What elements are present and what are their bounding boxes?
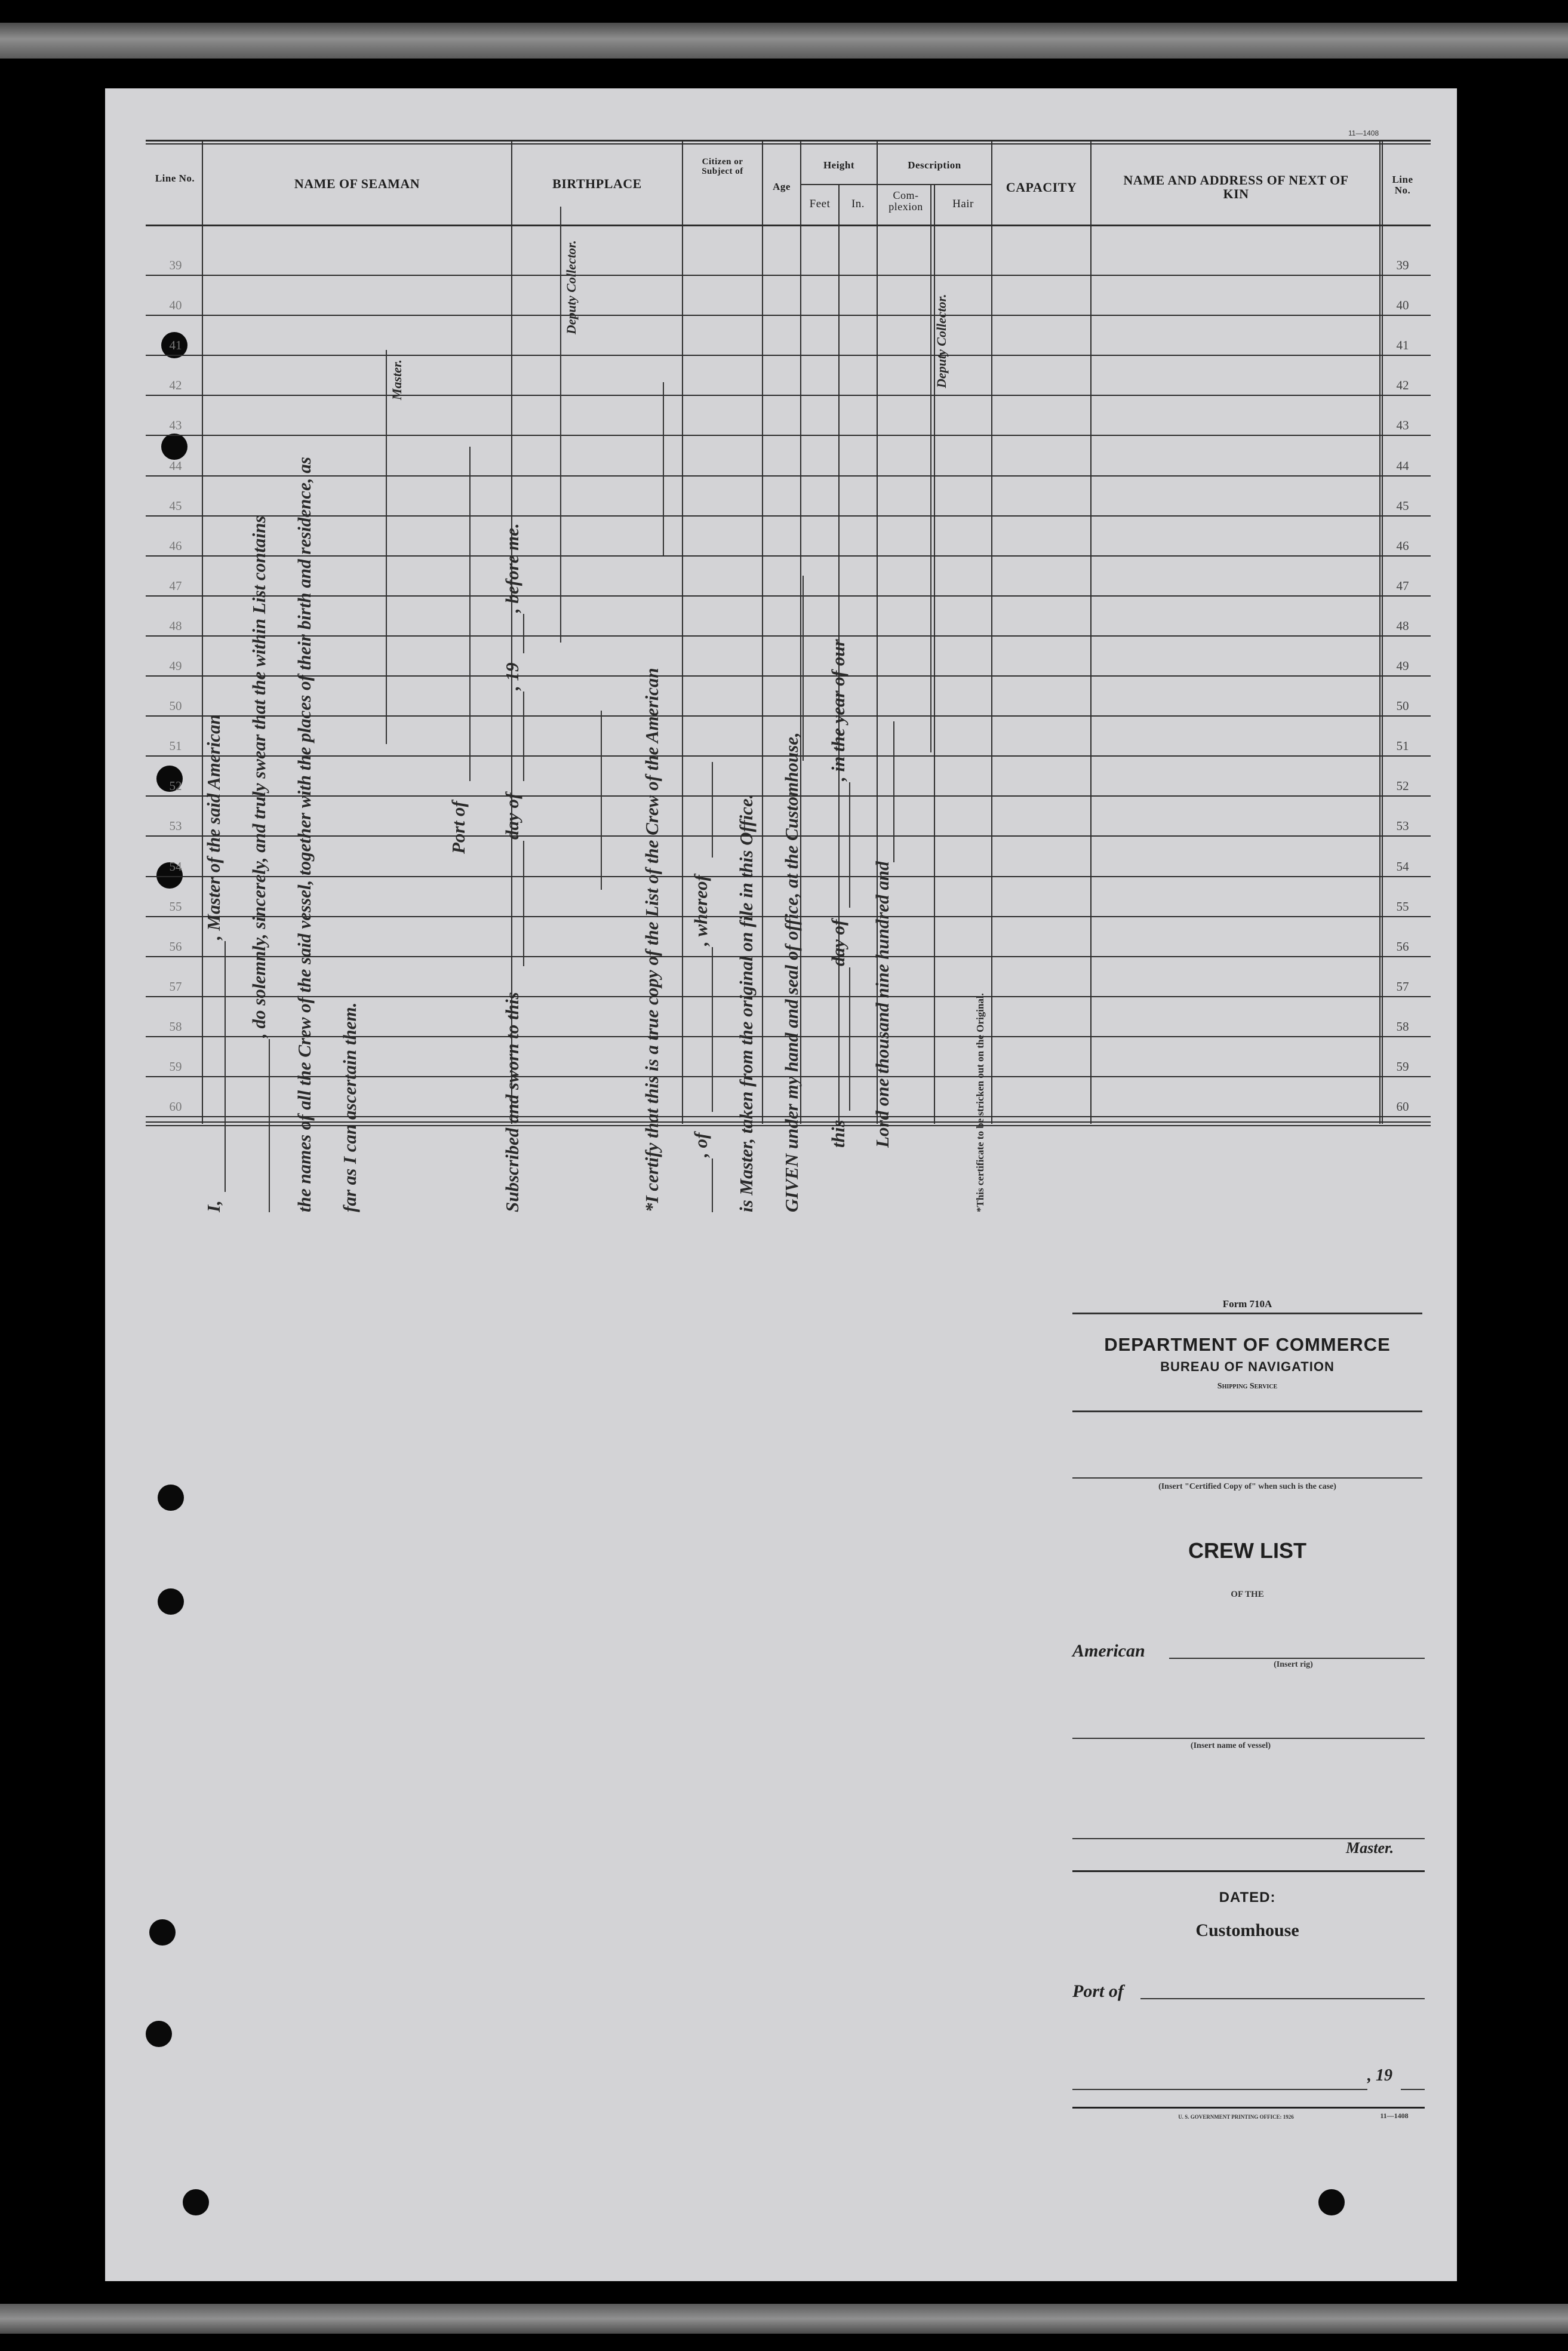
table-rule xyxy=(800,184,991,185)
line-number-left: 57 xyxy=(169,979,182,994)
line-number-left: 42 xyxy=(169,378,182,392)
line-number-left: 54 xyxy=(169,859,182,874)
line-number-left: 46 xyxy=(169,539,182,553)
line-number-right: 54 xyxy=(1396,859,1409,874)
service-title: Shipping Service xyxy=(1217,1382,1278,1391)
blank-field xyxy=(523,614,524,653)
cert-lord: Lord one thousand nine hundred and xyxy=(872,861,893,1148)
line-number-right: 43 xyxy=(1396,418,1409,432)
printer-imprint: U. S. GOVERNMENT PRINTING OFFICE: 1926 xyxy=(1178,2114,1294,2120)
deputy-collector-label: Deputy Collector. xyxy=(934,294,949,388)
form-code-bottom: 11—1408 xyxy=(1380,2112,1409,2120)
cert-subscribed-year: , 19 xyxy=(502,662,522,690)
blank-field xyxy=(712,947,713,1112)
punch-hole xyxy=(161,434,187,460)
certificate-block xyxy=(197,203,1093,1212)
line-number-right: 59 xyxy=(1396,1059,1409,1074)
line-number-left: 44 xyxy=(169,459,182,473)
header-age: Age xyxy=(773,181,791,192)
divider-rule xyxy=(601,711,602,890)
line-number-right: 45 xyxy=(1396,499,1409,513)
insert-certified-line xyxy=(1072,1477,1422,1479)
line-number-right: 55 xyxy=(1396,899,1409,914)
blank-field xyxy=(523,692,524,781)
master-signature-line xyxy=(386,350,387,744)
collector-signature-line xyxy=(930,185,931,752)
line-number-left: 41 xyxy=(169,338,182,352)
date-line xyxy=(1072,2089,1367,2090)
line-number-right: 49 xyxy=(1396,659,1409,673)
cover-rule xyxy=(1072,1410,1422,1412)
port-line xyxy=(1140,1998,1425,1999)
header-birthplace: BIRTHPLACE xyxy=(552,176,642,191)
line-number-left: 49 xyxy=(169,659,182,673)
cert-of: , of xyxy=(690,1132,711,1157)
certificate-footnote: *This certificate to be stricken out on the Original. xyxy=(974,993,986,1212)
cert-is-master: is Master, taken from the original on file in this Office. xyxy=(736,794,757,1212)
punch-hole xyxy=(158,1485,184,1511)
line-number-right: 56 xyxy=(1396,939,1409,954)
line-number-left: 60 xyxy=(169,1099,182,1114)
punch-hole xyxy=(149,1919,176,1946)
master-label: Master. xyxy=(389,359,404,400)
cover-rule xyxy=(1072,1313,1422,1314)
header-height: Height xyxy=(823,159,855,171)
cert-year-of-our: , in the year of our xyxy=(828,639,848,781)
department-title: DEPARTMENT OF COMMERCE xyxy=(1104,1334,1391,1355)
cover-rule xyxy=(1072,2107,1425,2109)
header-line-no-left: Line No. xyxy=(155,173,195,184)
deputy-collector-label: Deputy Collector. xyxy=(564,240,579,334)
col-divider xyxy=(1379,141,1381,1124)
header-inches: In. xyxy=(851,198,865,210)
line-number-left: 47 xyxy=(169,579,182,593)
line-number-left: 55 xyxy=(169,899,182,914)
header-next-of-kin: NAME AND ADDRESS OF NEXT OF KIN xyxy=(1123,173,1349,202)
cert-line-1: , Master of the said American xyxy=(203,714,224,940)
line-number-right: 58 xyxy=(1396,1019,1409,1034)
customhouse-label: Customhouse xyxy=(1195,1920,1299,1940)
cert-before-me: , before me. xyxy=(502,523,522,613)
line-number-right: 52 xyxy=(1396,779,1409,793)
line-number-left: 48 xyxy=(169,619,182,633)
header-hair: Hair xyxy=(952,198,974,210)
blank-field xyxy=(893,721,894,862)
line-number-left: 45 xyxy=(169,499,182,513)
cert-line-4: far as I can ascertain them. xyxy=(339,1002,360,1212)
line-number-right: 42 xyxy=(1396,378,1409,392)
line-number-left: 59 xyxy=(169,1059,182,1074)
form-code-top: 11—1408 xyxy=(1348,129,1379,137)
line-number-right: 50 xyxy=(1396,699,1409,713)
line-number-right: 39 xyxy=(1396,258,1409,272)
dated-label: DATED: xyxy=(1219,1889,1276,1906)
header-line-no-right: Line No. xyxy=(1392,174,1413,196)
cert-day-of: day of xyxy=(828,919,848,966)
collector-signature-line xyxy=(560,207,561,643)
blank-field xyxy=(269,1039,270,1212)
line-number-left: 39 xyxy=(169,258,182,272)
cert-subscribed-day: day of xyxy=(502,792,522,840)
crew-list-title: CREW LIST xyxy=(1188,1538,1306,1563)
line-number-right: 60 xyxy=(1396,1099,1409,1114)
line-number-right: 53 xyxy=(1396,819,1409,833)
blank-field xyxy=(849,967,850,1111)
line-number-left: 40 xyxy=(169,298,182,312)
header-feet: Feet xyxy=(809,198,831,210)
punch-hole xyxy=(146,2021,172,2047)
line-number-right: 57 xyxy=(1396,979,1409,994)
header-description: Description xyxy=(908,159,961,171)
col-divider xyxy=(1382,141,1383,1124)
cert-port-of: Port of xyxy=(448,801,469,854)
vessel-rig-line xyxy=(1169,1658,1425,1659)
line-number-right: 51 xyxy=(1396,739,1409,753)
line-number-right: 44 xyxy=(1396,459,1409,473)
header-capacity: CAPACITY xyxy=(1006,180,1077,195)
punch-hole xyxy=(183,2189,209,2215)
cert-line-1-prefix: I, xyxy=(203,1200,224,1212)
blank-field xyxy=(663,382,664,555)
year-line xyxy=(1401,2089,1425,2090)
punch-hole xyxy=(158,1588,184,1615)
american-label: American xyxy=(1072,1641,1145,1661)
port-of-label: Port of xyxy=(1072,1981,1124,2001)
blank-field xyxy=(712,762,713,858)
year-label: , 19 xyxy=(1367,2066,1392,2085)
cert-certify: *I certify that this is a true copy of the List of the Crew of the American xyxy=(641,668,662,1212)
line-number-right: 47 xyxy=(1396,579,1409,593)
cert-this: this xyxy=(828,1120,848,1148)
line-number-left: 53 xyxy=(169,819,182,833)
cert-line-2: , do solemnly, sincerely, and truly swear that the within List contains xyxy=(248,515,269,1038)
table-rule xyxy=(146,140,1431,142)
header-citizen: Citizen or Subject of xyxy=(702,157,743,176)
line-number-left: 56 xyxy=(169,939,182,954)
line-number-right: 48 xyxy=(1396,619,1409,633)
insert-name-note: (Insert name of vessel) xyxy=(1190,1741,1271,1750)
line-number-right: 46 xyxy=(1396,539,1409,553)
blank-field xyxy=(469,447,471,781)
cert-whereof: , whereof xyxy=(690,875,711,946)
blank-field xyxy=(849,782,850,908)
vessel-name-line xyxy=(1072,1738,1425,1739)
cert-given: GIVEN under my hand and seal of office, at the Customhouse, xyxy=(781,732,802,1212)
insert-rig-note: (Insert rig) xyxy=(1274,1660,1313,1669)
table-rule xyxy=(146,143,1431,145)
of-the-label: OF THE xyxy=(1231,1590,1264,1599)
insert-certified-note: (Insert "Certified Copy of" when such is the case) xyxy=(1158,1482,1336,1491)
cert-subscribed: Subscribed and sworn to this xyxy=(502,992,522,1212)
line-number-left: 58 xyxy=(169,1019,182,1034)
line-number-left: 43 xyxy=(169,418,182,432)
line-number-left: 51 xyxy=(169,739,182,753)
header-complexion: Com- plexion xyxy=(888,189,923,213)
form-number: Form 710A xyxy=(1222,1298,1272,1310)
line-number-right: 41 xyxy=(1396,338,1409,352)
blank-field xyxy=(712,1158,713,1212)
blank-field xyxy=(523,841,524,966)
cert-line-3: the names of all the Crew of the said vessel, together with the places of their birth and residence, as xyxy=(294,457,315,1212)
line-number-right: 40 xyxy=(1396,298,1409,312)
cover-rule xyxy=(1072,1870,1425,1872)
line-number-left: 50 xyxy=(169,699,182,713)
blank-field xyxy=(225,941,226,1192)
punch-hole xyxy=(1318,2189,1345,2215)
cover-master-label: Master. xyxy=(1346,1839,1394,1857)
film-strip-bottom xyxy=(0,2304,1568,2334)
film-strip-top xyxy=(0,23,1568,59)
header-name-of-seaman: NAME OF SEAMAN xyxy=(294,176,420,191)
bureau-title: BUREAU OF NAVIGATION xyxy=(1160,1359,1335,1374)
blank-field xyxy=(803,576,804,761)
line-number-left: 52 xyxy=(169,779,182,793)
